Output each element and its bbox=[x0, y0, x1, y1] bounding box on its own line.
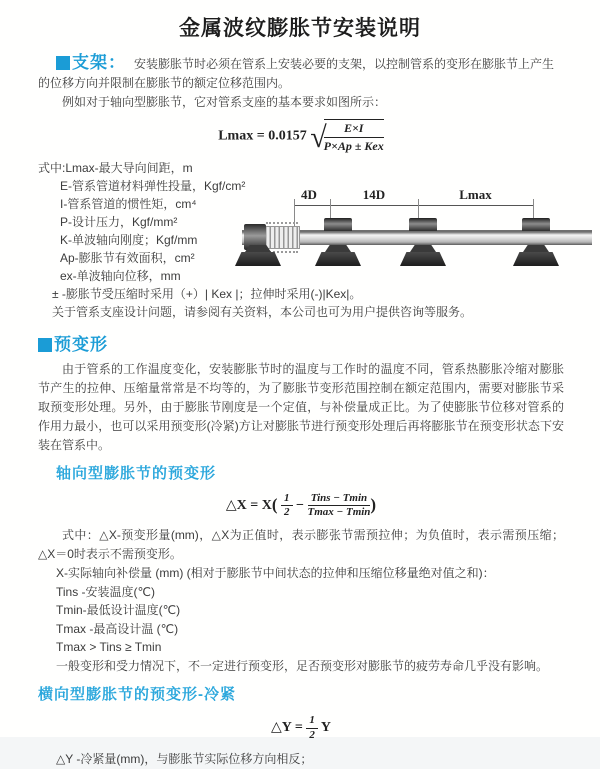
page-title: 金属波纹膨胀节安装说明 bbox=[179, 17, 421, 40]
definition-item: 式中:Lmax-最大导向间距，m bbox=[38, 161, 193, 175]
definition-item: E-管系管道材料弹性投量，Kgf/cm² bbox=[60, 179, 246, 193]
support-section-heading: 支架： bbox=[72, 53, 126, 72]
section-marker-square bbox=[56, 56, 70, 70]
definition-item: P-设计压力，Kgf/mm² bbox=[60, 215, 178, 229]
lateral-formula-description: △Y -冷紧量(mm)，与膨胀节实际位移方向相反； bbox=[56, 751, 313, 766]
dim-label-4d: 4D bbox=[301, 187, 317, 202]
definition-item: 关于管系支座设计问题，请参阅有关资料，本公司也可为用户提供咨询等服务。 bbox=[52, 305, 473, 319]
definition-item: K-单波轴向刚度；Kgf/mm bbox=[60, 233, 198, 247]
lmax-formula bbox=[38, 119, 564, 154]
support-section-intro bbox=[38, 53, 564, 93]
lateral-subsection-heading: 横向型膨胀节的预变形-冷紧 bbox=[38, 686, 236, 704]
lateral-formula-lhs: △Y = bbox=[271, 720, 303, 736]
axial-item: X-实际轴向补偿量 (mm) (相对于膨胀节中间状态的拉伸和压缩位移量绝对值之和)： bbox=[56, 566, 495, 581]
axial-formula-description: 式中：△X-预变形量(mm)，△X为正值时，表示膨张节需预拉伸；为负值时，表示需预压缩；△X＝0时表示不需预变形。 bbox=[38, 528, 564, 562]
support-stem bbox=[325, 245, 351, 252]
lmax-formula-lhs: Lmax = 0.0157 bbox=[218, 128, 307, 144]
support-example-line: 例如对于轴向型膨胀节，它对管系支座的基本要求如图所示： bbox=[62, 95, 387, 109]
guide-clamp bbox=[324, 218, 352, 231]
support-base bbox=[315, 252, 361, 266]
dim-label-14d: 14D bbox=[362, 187, 386, 202]
axial-item: Tins -安装温度(℃) bbox=[56, 584, 156, 599]
axial-items-list bbox=[38, 564, 564, 675]
lmax-formula-denominator: P×Ap ± Kex bbox=[323, 139, 384, 153]
section-marker-square bbox=[38, 338, 52, 352]
axial-item: 一般变形和受力情况下，不一定进行预变形，足否预变形对膨胀节的疲劳寿命几乎没有影响。 bbox=[56, 658, 549, 673]
half-numerator: 1 bbox=[306, 714, 318, 728]
axial-item: Tmax -最高设计温 (℃) bbox=[56, 621, 179, 636]
minus-operator: − bbox=[296, 497, 305, 513]
temperature-fraction bbox=[308, 492, 371, 519]
temp-denominator: Tmax − Tmin bbox=[307, 506, 371, 519]
half-fraction bbox=[281, 492, 293, 519]
support-spacing-diagram bbox=[238, 188, 596, 278]
support-base bbox=[400, 252, 446, 266]
support-intro-text: 安装膨胀节时必须在管系上安装必要的支架，以控制管系的变形在膨胀节上产生的位移方向并限制在膨胀节的额定位移范围内。 bbox=[38, 57, 555, 90]
half-denominator: 2 bbox=[284, 506, 290, 519]
close-paren: ) bbox=[370, 494, 377, 514]
half-fraction bbox=[306, 714, 318, 741]
support-base bbox=[235, 252, 281, 266]
support-stem bbox=[523, 245, 549, 252]
axial-item: Tmax > Tins ≥ Tmin bbox=[56, 640, 162, 655]
predeform-section-heading bbox=[38, 330, 564, 355]
radical-sign: √ bbox=[310, 120, 327, 154]
definition-item: ± -膨胀节受压缩时采用（+）| Kex |；拉伸时采用(-)|Kex|。 bbox=[52, 287, 362, 301]
predeform-heading-text: 预变形 bbox=[54, 335, 108, 354]
half-denominator: 2 bbox=[309, 728, 315, 741]
document-content bbox=[0, 53, 600, 769]
definition-item: ex-单波轴向位移，mm bbox=[60, 269, 181, 283]
axial-formula-lhs: △X = X bbox=[225, 497, 272, 513]
guide-clamp bbox=[522, 218, 550, 231]
axial-formula bbox=[38, 492, 564, 519]
lmax-formula-fraction bbox=[324, 119, 384, 154]
support-base bbox=[513, 252, 559, 266]
axial-subsection-heading: 轴向型膨胀节的预变形 bbox=[56, 465, 217, 482]
definition-item: Ap-膨胀节有效面积，cm² bbox=[60, 251, 195, 265]
lmax-formula-numerator: E×I bbox=[324, 120, 384, 138]
axial-item: Tmin-最低设计温度(℃) bbox=[56, 603, 181, 618]
dim-label-lmax: Lmax bbox=[459, 187, 492, 202]
half-numerator: 1 bbox=[281, 492, 293, 506]
temp-numerator: Tins − Tmin bbox=[308, 492, 371, 506]
lateral-formula-rhs: Y bbox=[320, 720, 331, 736]
open-paren: ( bbox=[271, 494, 278, 514]
guide-clamp bbox=[409, 218, 437, 231]
definition-item: I-管系管道的惯性矩，cm⁴ bbox=[60, 197, 197, 211]
support-stem bbox=[410, 245, 436, 252]
lateral-formula bbox=[38, 714, 564, 741]
bellows-expansion-joint bbox=[264, 226, 300, 249]
predeform-paragraph: 由于管系的工作温度变化，安装膨胀节时的温度与工作时的温度不同，管系热膨胀冷缩对膨胀节产生的拉伸、压缩量常常是不均等的，为了膨胀节变形范围控制在额定范围内，需要对膨胀节采取预变形处理。另外，由于膨胀节刚度是一个定值，与补偿量成正比。为了使膨胀节位移对管系的作用力最小，也可以采用预变形(冷紧)方让对膨胀节进行预变形处理后再将膨胀节在预变形状态下安装在管系中。 bbox=[38, 362, 564, 452]
